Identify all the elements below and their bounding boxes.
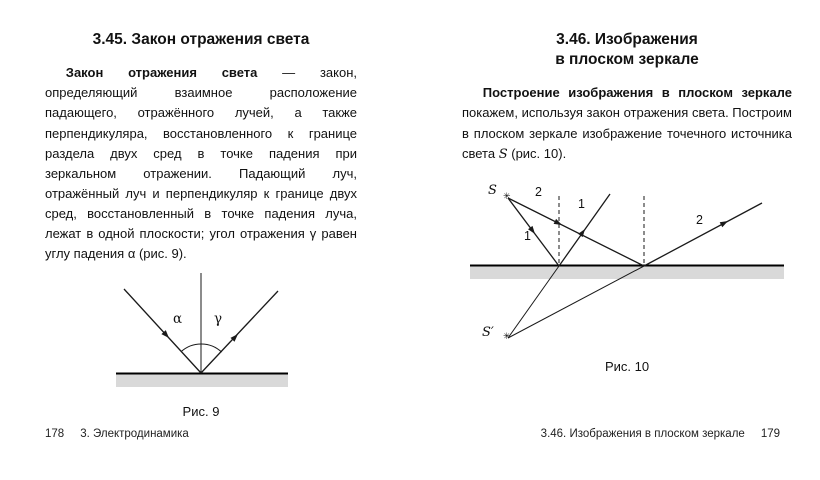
reflected-ray-2	[644, 203, 762, 266]
paragraph-right-body1: покажем, используя закон отражения света. Построим в плоском зеркале изображение точечного источника света	[462, 105, 792, 161]
angle-gamma-label: γ	[214, 310, 223, 327]
incident-ray	[124, 289, 201, 373]
ray-2-incident-label: 2	[535, 184, 542, 199]
running-head-right: 3.46. Изображения в плоском зеркале	[540, 428, 745, 440]
incident-ray-2-arrow	[554, 219, 562, 225]
source-point-marker: ✳	[503, 191, 511, 202]
paragraph-left-lead: Закон отражения света	[65, 65, 258, 81]
running-head-left: 3. Электродинамика	[80, 428, 189, 440]
mirror-surface	[470, 266, 784, 279]
image-point-marker: ✳	[503, 331, 511, 342]
mirror-surface	[116, 374, 288, 387]
reflected-ray	[201, 291, 278, 373]
angle-alpha-label: α	[173, 310, 183, 327]
footer-left	[45, 428, 189, 440]
section-title-right	[462, 30, 792, 70]
figure-9-caption: Рис. 9	[182, 403, 220, 419]
ray-1-reflected-label: 1	[578, 196, 585, 211]
page-number-right: 179	[760, 428, 780, 440]
footer-right	[541, 428, 780, 440]
section-title-right-line2: в плоском зеркале	[555, 51, 699, 69]
section-title-right-line1: 3.46. Изображения	[556, 31, 698, 48]
image-point-label: S′	[482, 324, 494, 340]
paragraph-left	[45, 63, 357, 264]
ray-2-reflected-label: 2	[696, 212, 703, 227]
reflected-ray-2-arrow	[720, 221, 728, 227]
paragraph-right	[462, 83, 792, 165]
paragraph-right-lead: Построение изображения в плоском зеркале	[482, 85, 792, 101]
source-symbol-inline: S	[498, 146, 508, 162]
section-title-left-text: 3.45. Закон отражения света	[92, 31, 310, 48]
figure-9-drawing	[91, 269, 311, 399]
figure-10	[462, 181, 792, 377]
paragraph-right-body2: (рис. 10).	[507, 145, 567, 161]
figure-10-drawing	[462, 181, 792, 351]
page-number-left: 178	[45, 428, 65, 440]
source-point-label: S	[488, 182, 497, 198]
figure-9	[91, 269, 311, 421]
section-title-left	[45, 30, 357, 50]
figure-10-caption: Рис. 10	[604, 358, 650, 374]
paragraph-left-body: — закон, определяющий взаимное расположение падающего, отражённого лучей, а также перпендикуляра, восстановленного к границе раздела двух сред в точке падения при зеркальном отражении. Падающий луч, отражённый луч и перпендикуляр к границе двух сред, восстановленный в точке падения луча, лежат в одной плоскости; угол отражения γ равен углу падения α (рис. 9).	[45, 65, 357, 262]
ray-1-incident-label: 1	[524, 228, 531, 243]
page-right	[462, 30, 792, 377]
page-left	[45, 30, 357, 421]
